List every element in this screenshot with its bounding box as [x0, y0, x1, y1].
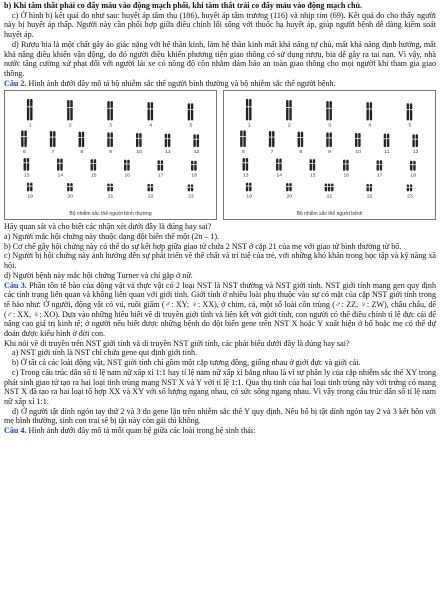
chromosome-label: 21: [326, 194, 333, 200]
q3-statement-c: c) Trong cấu trúc dân số tỉ lệ nam nữ xấp xỉ 1:1 hay tỉ lệ nam nữ xấp xỉ bằng nhau là vì sự phân ly của cặp nhiễm sắc thể XY trong phát sinh giao tử tạo ra hai loại tinh trùng mang NST X và Y với tỉ lệ 1:1. Qua thụ tinh của hai loại tinh trùng này với trứng có mang NST X đã tạo ra hai loại tổ hợp XX và XY với số lượng ngang nhau, có sức sống ngang nhau. Vì vậy trong cấu trúc dân số tỉ lệ nam nữ xấp xỉ 1:1.: [4, 367, 436, 406]
chromosome-12: [193, 135, 199, 148]
chromosome-label: 23: [407, 194, 413, 200]
chromosome-label: 10: [355, 150, 362, 156]
chromosome-label: 2: [287, 123, 291, 129]
chromosome-16: [124, 160, 130, 171]
chromosome-label: 22: [366, 194, 373, 200]
chromosome-label: 4: [368, 123, 372, 129]
chromosome-15: [90, 159, 96, 171]
chromosome-10: [136, 133, 142, 147]
chromosome-label: 22: [147, 194, 154, 200]
chromosome-label: 7: [270, 150, 274, 156]
chromosome-label: 2: [68, 123, 72, 129]
chromosome-label: 23: [188, 194, 194, 200]
chromosome-23: [187, 185, 193, 192]
chromosome-8: [78, 132, 84, 147]
chromosome-19: [246, 183, 252, 192]
q3-statement-a: a) NST giới tính là NST chỉ chứa gene qui định giới tính.: [12, 348, 198, 358]
chromosome-3: [107, 101, 113, 120]
chromosome-label: 15: [90, 174, 97, 179]
chromosome-label: 12: [412, 150, 419, 156]
chromosome-label: 6: [241, 150, 245, 156]
chromosome-10: [355, 133, 361, 147]
karyotype-figure: [4, 90, 436, 220]
chromosome-19: [27, 183, 33, 192]
q2-statement-a: a) Người mắc hội chứng này thuộc dạng đột biến thể một (2n – 1).: [4, 232, 220, 242]
q2-statement-c: c) Người bị hội chứng này ảnh hưởng đến sự phát triển về thể chất và trí tuệ của trẻ, với những khó khăn trong học tập và kỹ năng xã hội.: [4, 251, 436, 271]
chromosome-label: 17: [376, 174, 383, 179]
chromosome-label: 17: [157, 174, 164, 179]
q4-stem: Hình ảnh dưới đây mô tả mối quan hệ giữa các loài trong hệ sinh thái:: [26, 426, 256, 436]
chromosome-6: [21, 131, 27, 148]
chromosome-6: [240, 131, 246, 148]
chromosome-label: 21: [107, 194, 114, 200]
chromosome-label: 5: [189, 123, 193, 129]
chromosome-11: [383, 134, 389, 147]
chromosome-1: [246, 99, 252, 121]
chromosome-20: [286, 183, 292, 191]
q3-stem: Phân tôn tế bào của động vật và thực vật có 2 loại NST là NST thường và NST giới tính. NST giới tính mang gen quy định các tính trạng liên quan và không liên quan với giới tính. Giới tính ở nhiều loài phụ thuộc vào sự có mặt của cặp NST giới tính trong tế bào như: Ở người, động vật có vú, ruồi giấm (♂: XY; ♀: XX), ở chim, cá, một số loài côn trùng (♂: ZZ, ♀: ZW), châu chấu, dế (♂: XX, ♀: XO). Dựa vào những hiểu biết về di truyền giới tính và liên kết với giới tính, con người có thể điều chỉnh tỉ lệ đực cái để nâng cao giá trị kinh tế; ở người nếu biết được những bệnh do đột biến gene trên NST X hoặc Y xuất hiện ở bố hoặc mẹ có thể dự đoán được kiểu hình ở đời con.: [4, 280, 436, 339]
chromosome-4: [366, 102, 372, 120]
chromosome-label: 13: [242, 174, 249, 179]
chromosome-label: 8: [80, 150, 84, 156]
chromosome-label: 15: [309, 174, 316, 179]
chromosome-label: 20: [67, 194, 74, 200]
chromosome-label: 11: [384, 150, 390, 156]
chromosome-1: [27, 99, 33, 121]
chromosome-8: [297, 132, 303, 147]
chromosome-label: 3: [328, 123, 331, 129]
karyotype-normal: [4, 90, 217, 220]
chromosome-14: [276, 159, 282, 171]
chromosome-16: [343, 160, 349, 171]
chromosome-9: [326, 133, 332, 148]
chromosome-22: [366, 184, 372, 192]
chromosome-label: 12: [193, 150, 200, 156]
chromosome-13: [23, 158, 29, 171]
chromosome-22: [147, 184, 153, 192]
chromosome-label: 9: [109, 150, 112, 156]
chromosome-label: 19: [246, 194, 252, 200]
chromosome-21: [324, 184, 333, 192]
chromosome-label: 4: [149, 123, 153, 129]
chromosome-9: [107, 133, 113, 148]
chromosome-17: [157, 161, 163, 172]
karyotype-patient: [223, 90, 436, 220]
q1-statement-d-strong: [4, 40, 436, 79]
chromosome-label: 13: [23, 174, 30, 179]
chromosome-label: 14: [57, 174, 64, 179]
chromosome-label: 8: [299, 150, 303, 156]
q2-prompt: Hãy quan sát và cho biết các nhận xét dưới đây là đúng hay sai?: [4, 222, 212, 232]
chromosome-label: 9: [328, 150, 331, 156]
chromosome-17: [376, 161, 382, 172]
chromosome-label: 6: [22, 150, 26, 156]
q1-statement-d: d) Rượu bia là một chất gây ảo giác nặng với hệ thần kinh, làm hệ thần kinh mất khả năng tự chủ, mất khả năng định hướng, mất khả năng điều khiển vận động, do đó người điều khiển phương tiện giao thông có sử dụng rượu, bia dễ gây ra tai nạn. Vì vậy, nhà nước tăng cường xử phạt đối với người lái xe có nồng độ cồn nhằm đảm bảo an toàn giao thông cho mọi người khi tham gia giao thông.: [4, 39, 436, 78]
chromosome-label: 18: [410, 174, 417, 179]
q1-statement-c: c) Ở hình b) kết quả đo như sau: huyết áp tâm thu (186), huyết áp tâm trương (116) và nhịp tim (69). Kết quả đo cho thấy người này bị huyết áp thấp. Người này cần phối hợp giữa điều chỉnh lối sống với thuốc hạ huyết áp, giúp người bệnh dễ dàng kiểm soát huyết áp.: [4, 10, 436, 40]
chromosome-23: [406, 185, 412, 192]
chromosome-14: [57, 159, 63, 171]
chromosome-label: 7: [51, 150, 55, 156]
karyotype-normal-caption: Bộ nhiễm sắc thể người bình thường: [69, 211, 152, 218]
chromosome-label: 11: [165, 150, 171, 156]
chromosome-21: [107, 184, 113, 192]
chromosome-5: [187, 104, 193, 121]
q4-label: Câu 4.: [4, 426, 27, 436]
chromosome-label: 16: [124, 174, 131, 179]
chromosome-7: [50, 131, 56, 147]
worksheet-page: [4, 1, 436, 436]
chromosome-20: [67, 183, 73, 191]
chromosome-label: 14: [276, 174, 283, 179]
chromosome-13: [242, 158, 248, 171]
chromosome-7: [269, 131, 275, 147]
q4-heading: [4, 426, 436, 436]
karyotype-patient-drawing: [224, 91, 435, 219]
karyotype-normal-drawing: [5, 91, 216, 219]
q2-heading: [4, 79, 436, 89]
chromosome-label: 5: [408, 123, 412, 129]
chromosome-11: [164, 134, 170, 147]
chromosome-12: [412, 135, 418, 148]
chromosome-label: 16: [343, 174, 350, 179]
chromosome-label: 1: [247, 123, 251, 129]
chromosome-label: 10: [136, 150, 143, 156]
q2-label: Câu 2.: [4, 78, 27, 88]
chromosome-5: [406, 104, 412, 121]
q3-label: Câu 3.: [4, 280, 27, 290]
q1-statement-b: b) Khi tâm thất phải co đẩy máu vào động mạch phổi, khi tâm thất trái co đẩy máu vào động mạch chủ.: [4, 1, 362, 10]
chromosome-15: [309, 159, 315, 171]
q2-stem: Hình ảnh dưới đây mô tả bộ nhiễm sắc thể người bình thường và bộ nhiễm sắc thể người bệnh.: [26, 78, 336, 88]
chromosome-18: [191, 161, 197, 171]
q3-prompt: Khi nói về di truyền trên NST giới tính và di truyền NST giới tính, các phát biểu dưới đây là đúng hay sai?: [4, 338, 350, 348]
chromosome-label: 3: [109, 123, 112, 129]
chromosome-4: [147, 102, 153, 120]
chromosome-label: 20: [286, 194, 293, 200]
q3-statement-d: d) Ở người tật dính ngón tay thứ 2 và 3 do gene lặn trên nhiễm sắc thể Y quy định. Nếu bố bị tật dính ngón tay 2 và 3 kết hôn với mẹ bình thường, sinh con trai sẽ bị tật này còn gái thì không.: [4, 406, 436, 426]
chromosome-label: 18: [191, 174, 198, 179]
q3-statement-b: b) Ở tất cả các loài động vật, NST giới tính chỉ gồm một cặp tương đồng, giống nhau ở giới đực và giới cái.: [12, 358, 361, 368]
karyotype-patient-caption: Bộ nhiễm sắc thể người bệnh: [296, 211, 363, 218]
chromosome-2: [67, 100, 73, 121]
chromosome-2: [286, 100, 292, 121]
q2-statement-b: b) Cơ chế gây hội chứng này có thể do sự kết hợp giữa giao tử chứa 2 NST ở cặp 21 của mẹ với giao tử bình thường từ bố.: [4, 241, 402, 251]
chromosome-3: [326, 101, 332, 120]
chromosome-label: 19: [27, 194, 33, 200]
q2-statement-d: d) Người bệnh này mắc hội chứng Turner và chỉ gặp ở nữ.: [4, 270, 193, 280]
chromosome-18: [410, 161, 416, 171]
chromosome-label: 1: [28, 123, 32, 129]
q3-heading: [4, 281, 436, 339]
